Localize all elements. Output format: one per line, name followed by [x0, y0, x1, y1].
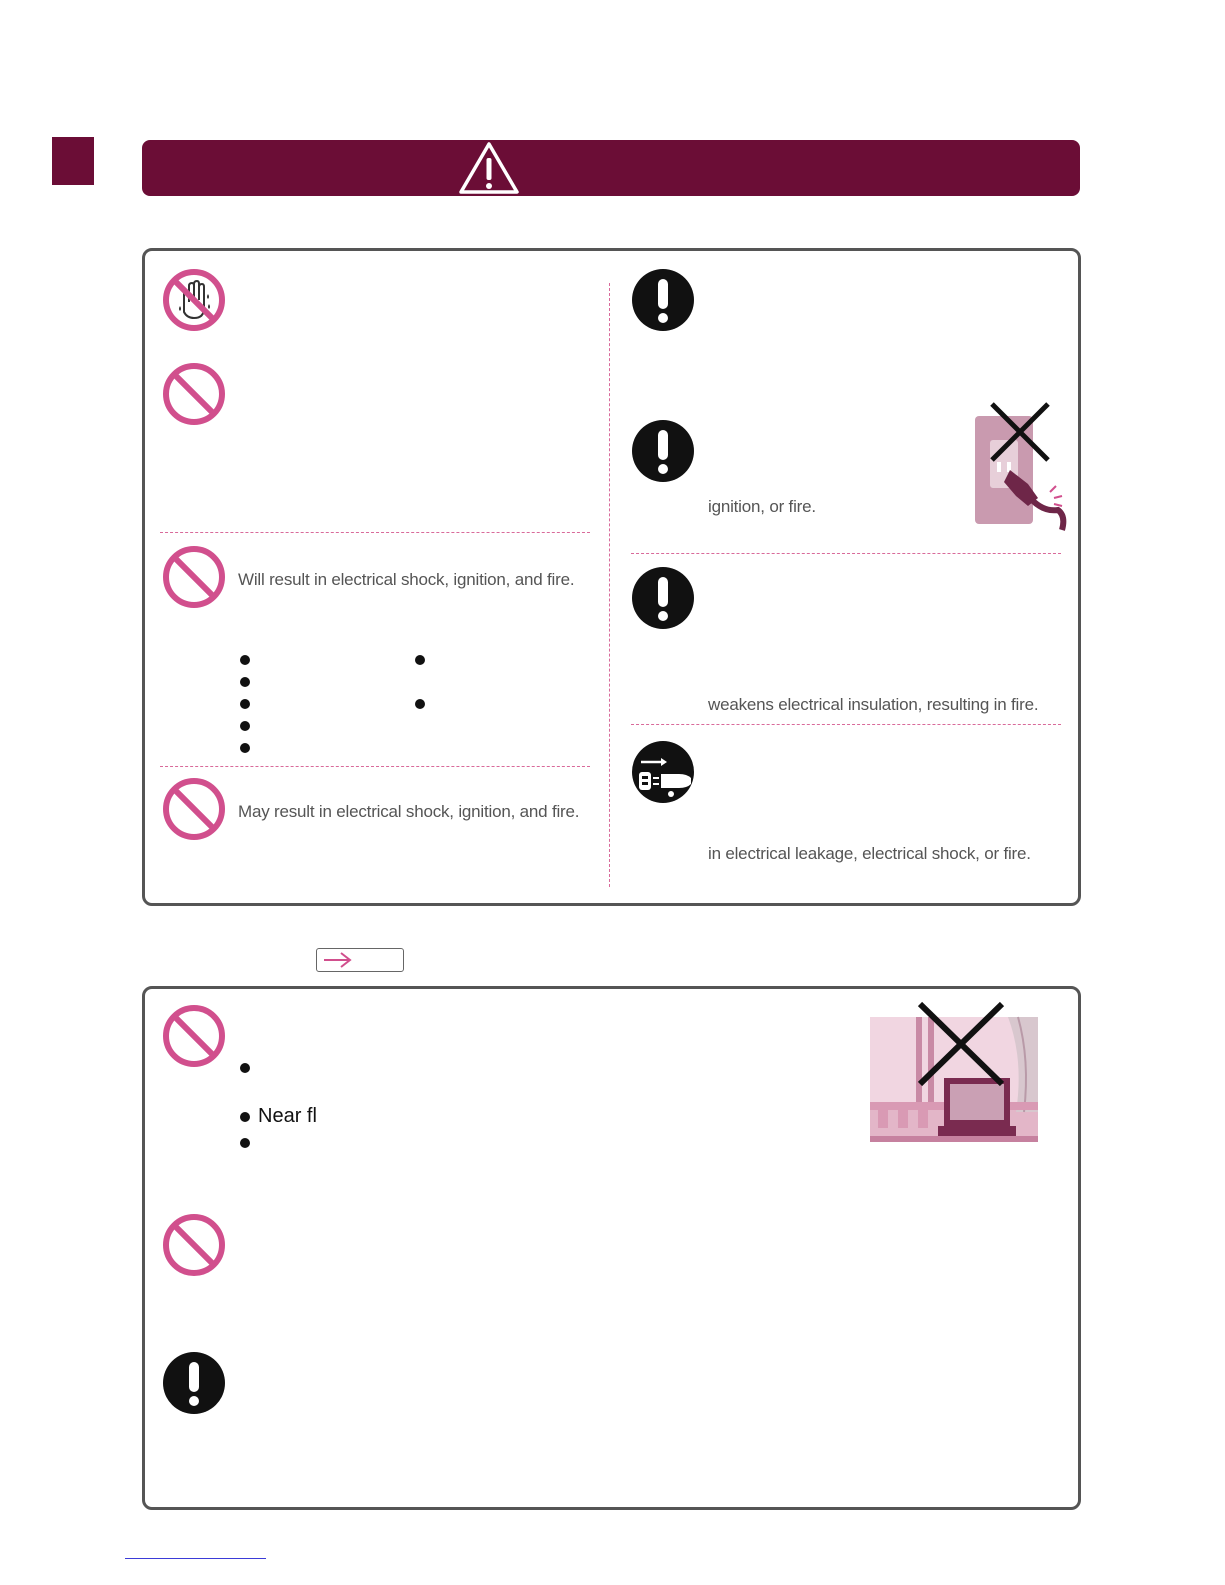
item-divider [160, 766, 590, 767]
list-bullet [240, 677, 250, 687]
prohibited-icon [162, 545, 226, 609]
list-bullet [240, 1138, 250, 1148]
list-bullet [240, 743, 250, 753]
warning-text: weakens electrical insulation, resulting in fire. [708, 695, 1039, 714]
list-bullet [240, 699, 250, 709]
list-bullet [240, 721, 250, 731]
mandatory-exclamation-icon [162, 1351, 226, 1415]
warning-text: May result in electrical shock, ignition, and fire. [238, 802, 580, 821]
page-reference-button[interactable] [316, 948, 404, 972]
list-bullet [415, 655, 425, 665]
unplug-icon [631, 740, 695, 804]
section-marker [52, 137, 94, 185]
list-item-text: Near fl [258, 1105, 317, 1127]
prohibited-icon [162, 1213, 226, 1277]
tv-near-curtain-illustration [868, 1000, 1040, 1144]
outlet-plug-illustration [970, 400, 1070, 532]
item-divider [160, 532, 590, 533]
prohibited-icon [162, 777, 226, 841]
warning-text: in electrical leakage, electrical shock, or fire. [708, 844, 1031, 863]
warning-text: ignition, or fire. [708, 497, 816, 516]
list-bullet [240, 1112, 250, 1122]
arrow-right-icon [321, 950, 355, 970]
no-wet-hands-icon [162, 268, 226, 332]
column-divider [609, 283, 610, 887]
item-divider [631, 553, 1061, 554]
prohibited-icon [162, 362, 226, 426]
footer-link-underline[interactable] [125, 1558, 266, 1559]
warning-banner [142, 140, 1080, 196]
mandatory-exclamation-icon [631, 566, 695, 630]
warning-text: Will result in electrical shock, ignition, and fire. [238, 570, 575, 589]
list-bullet [240, 1063, 250, 1073]
warning-triangle-icon [458, 140, 520, 196]
prohibited-icon [162, 1004, 226, 1068]
item-divider [631, 724, 1061, 725]
mandatory-exclamation-icon [631, 268, 695, 332]
mandatory-exclamation-icon [631, 419, 695, 483]
list-bullet [415, 699, 425, 709]
list-bullet [240, 655, 250, 665]
